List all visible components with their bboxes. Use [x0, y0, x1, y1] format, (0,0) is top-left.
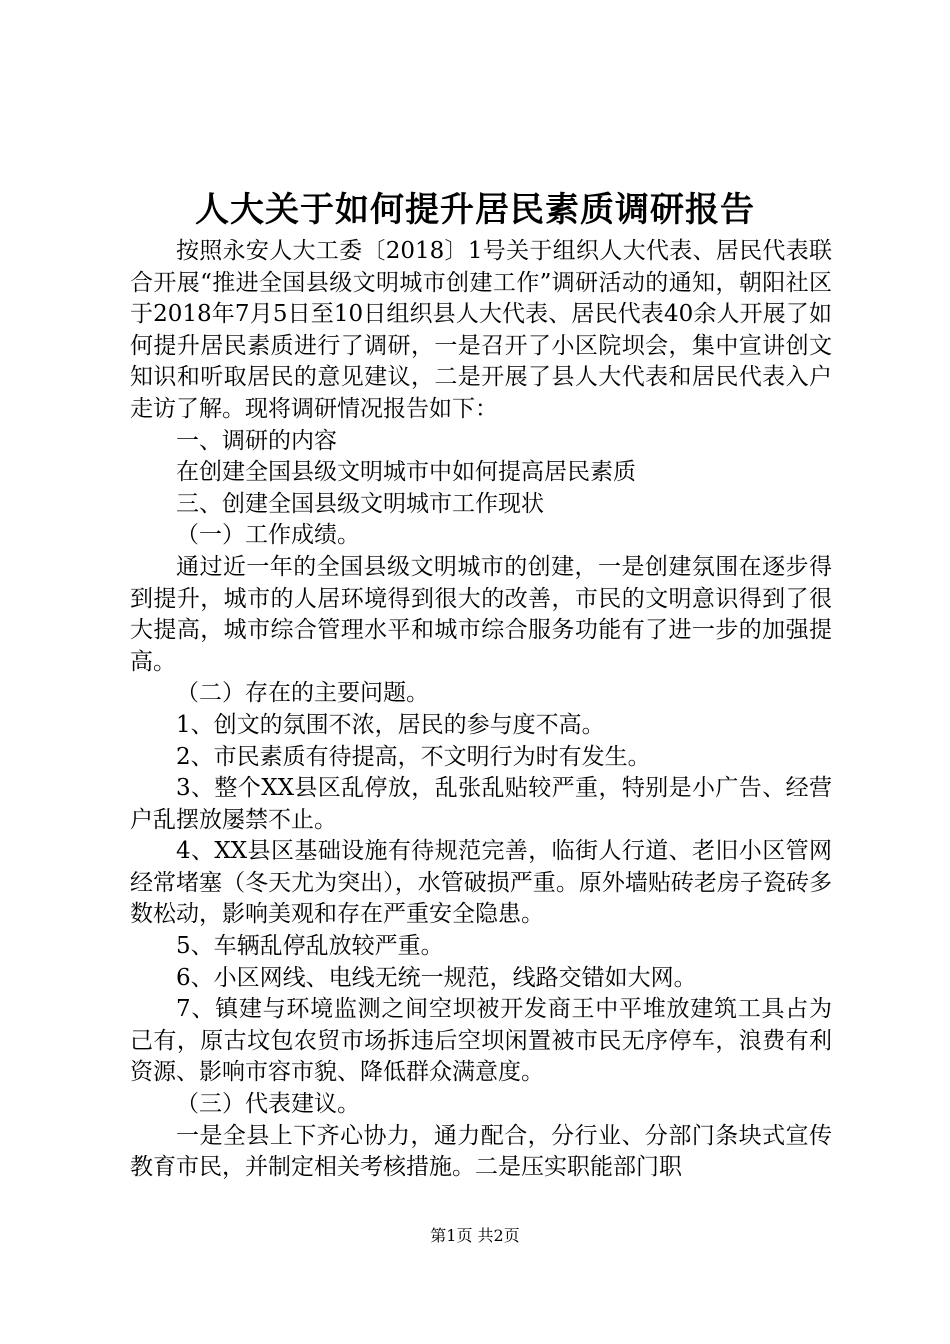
- subheading-problems: （二）存在的主要问题。: [176, 680, 429, 707]
- problem-item-4: 4、XX县区基础设施有待规范完善，临街人行道、老旧小区管网经常堵塞（冬天尤为突出），水管破损严重。原外墙贴砖老房子瓷砖多数松动，影响美观和存在严重安全隐患。: [130, 838, 832, 928]
- paragraph-suggestions: 一是全县上下齐心协力，通力配合，分行业、分部门条块式宣传教育市民，并制定相关考核措施。二是压实职能部门职: [130, 1122, 832, 1181]
- problem-item-6: 6、小区网线、电线无统一规范，线路交错如大网。: [176, 964, 697, 991]
- subheading-suggestions: （三）代表建议。: [176, 1091, 360, 1118]
- heading-work-status: 三、创建全国县级文明城市工作现状: [176, 490, 544, 517]
- problem-item-5: 5、车辆乱停乱放较严重。: [176, 933, 444, 960]
- document-title: 人大关于如何提升居民素质调研报告: [195, 190, 755, 230]
- problem-item-3: 3、整个XX县区乱停放，乱张乱贴较严重，特别是小广告、经营户乱摆放屡禁不止。: [130, 775, 832, 833]
- page-footer: 第1页 共2页: [430, 1226, 520, 1245]
- paragraph-research-topic: 在创建全国县级文明城市中如何提高居民素质: [176, 459, 636, 486]
- paragraph-achievements: 通过近一年的全国县级文明城市的创建，一是创建氛围在逐步得到提升，城市的人居环境得到很大的改善，市民的文明意识得到了很大提高，城市综合管理水平和城市综合服务功能有了进一步的加强提高。: [130, 553, 832, 675]
- problem-item-2: 2、市民素质有待提高，不文明行为时有发生。: [176, 743, 651, 770]
- heading-research-content: 一、调研的内容: [176, 427, 337, 454]
- problem-item-7: 7、镇建与环境监测之间空坝被开发商王中平堆放建筑工具占为己有，原古坟包农贸市场拆违后空坝闲置被市民无序停车，浪费有利资源、影响市容市貌、降低群众满意度。: [130, 996, 832, 1086]
- subheading-achievements: （一）工作成绩。: [176, 522, 360, 549]
- document-body: [130, 236, 832, 1184]
- paragraph-intro: 按照永安人大工委〔2018〕1号关于组织人大代表、居民代表联合开展“推进全国县级文明城市创建工作”调研活动的通知，朝阳社区于2018年7月5日至10日组织县人大代表、居民代表40余人开展了如何提升居民素质进行了调研，一是召开了小区院坝会，集中宣讲创文知识和听取居民的意见建议，二是开展了县人大代表和居民代表入户走访了解。现将调研情况报告如下：: [130, 238, 832, 422]
- problem-item-1: 1、创文的氛围不浓，居民的参与度不高。: [176, 711, 605, 738]
